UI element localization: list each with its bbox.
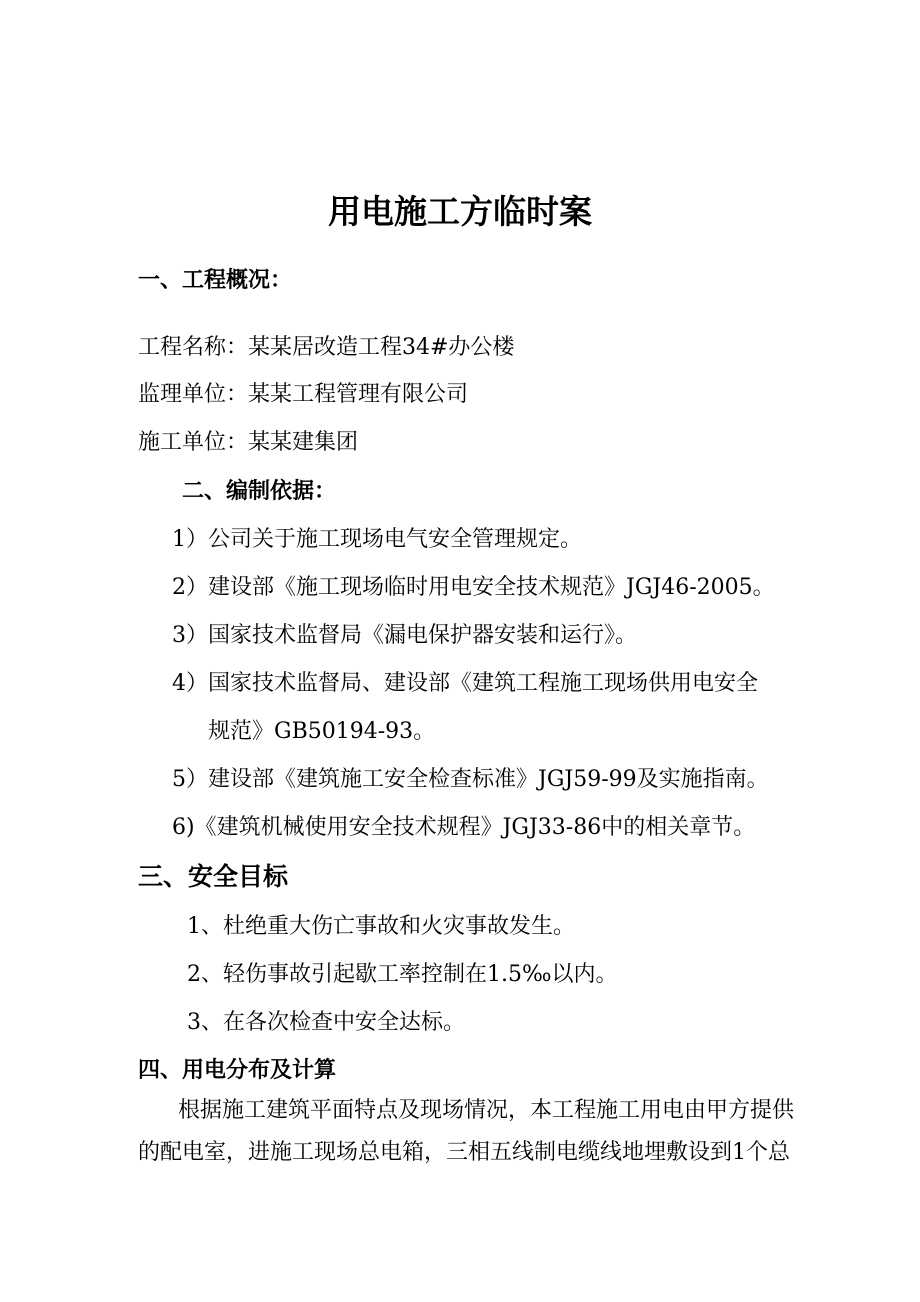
basis-item-1: 1）公司关于施工现场电气安全管理规定。 bbox=[172, 527, 582, 552]
section4-paragraph-line-2: 的配电室，进施工现场总电箱，三相五线制电缆线地埋敷设到1个总 bbox=[138, 1140, 790, 1165]
basis-item-3: 3）国家技术监督局《漏电保护器安装和运行》。 bbox=[172, 623, 637, 648]
goal-item-2: 2、轻伤事故引起歇工率控制在1.5‰以内。 bbox=[187, 962, 618, 987]
section4-paragraph-line-1: 根据施工建筑平面特点及现场情况，本工程施工用电由甲方提供 bbox=[178, 1098, 795, 1123]
basis-item-4-cont: 规范》GB50194-93。 bbox=[208, 719, 436, 744]
basis-item-5: 5）建设部《建筑施工安全检查标准》JGJ59-99及实施指南。 bbox=[172, 767, 769, 792]
supervisor-unit: 监理单位：某某工程管理有限公司 bbox=[138, 382, 469, 407]
section4-heading: 四、用电分布及计算 bbox=[138, 1058, 337, 1083]
basis-item-6: 6)《建筑机械使用安全技术规程》JGJ33-86中的相关章节。 bbox=[172, 815, 756, 840]
document-title: 用电施工方临时案 bbox=[328, 192, 592, 231]
goal-item-3: 3、在各次检查中安全达标。 bbox=[187, 1010, 465, 1035]
goal-item-1: 1、杜绝重大伤亡事故和火灾事故发生。 bbox=[187, 914, 575, 939]
basis-item-4: 4）国家技术监督局、建设部《建筑工程施工现场供用电安全 bbox=[172, 671, 758, 696]
section2-heading: 二、编制依据： bbox=[182, 479, 337, 504]
basis-item-2: 2）建设部《施工现场临时用电安全技术规范》JGJ46-2005。 bbox=[172, 575, 775, 600]
section1-heading: 一、工程概况： bbox=[138, 268, 293, 293]
contractor-unit: 施工单位：某某建集团 bbox=[138, 430, 359, 455]
section3-heading: 三、安全目标 bbox=[138, 862, 289, 891]
project-name: 工程名称：某某居改造工程34#办公楼 bbox=[138, 335, 515, 360]
